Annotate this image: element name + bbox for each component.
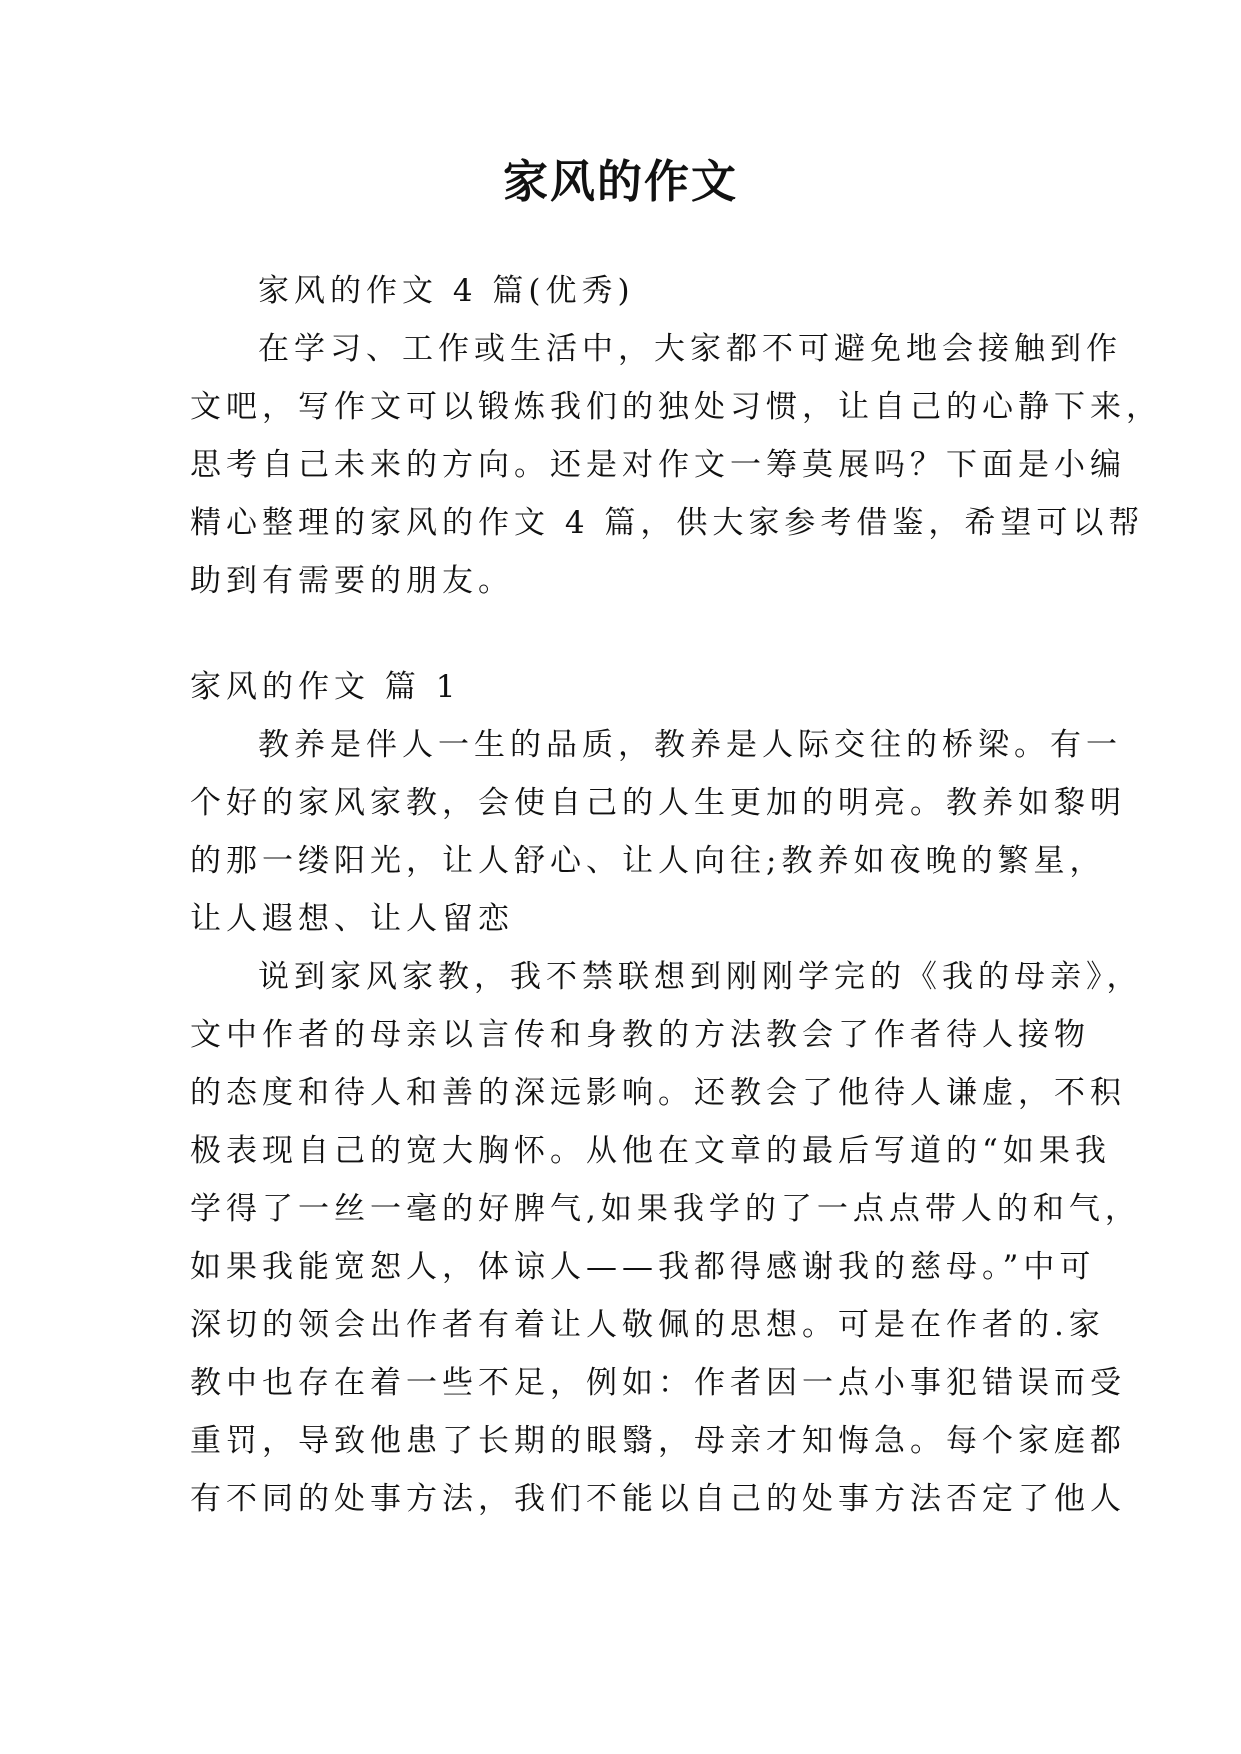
- intro-subtitle: 家风的作文 4 篇(优秀): [258, 273, 635, 309]
- paragraph-line: 重罚，导致他患了长期的眼翳，母亲才知悔急。每个家庭都: [190, 1423, 1126, 1459]
- paragraph-line: 思考自己未来的方向。还是对作文一筹莫展吗？下面是小编: [190, 447, 1126, 483]
- intro-paragraph: [190, 320, 1162, 610]
- paragraph-line: 让人遐想、让人留恋: [190, 901, 514, 937]
- paragraph-line: 深切的领会出作者有着让人敬佩的思想。可是在作者的.家: [190, 1307, 1105, 1343]
- paragraph-line: 教养是伴人一生的品质，教养是人际交往的桥梁。有一: [258, 727, 1122, 763]
- paragraph-line: 说到家风家教，我不禁联想到刚刚学完的《我的母亲》，: [258, 959, 1143, 995]
- paragraph-line: 精心整理的家风的作文 4 篇，供大家参考借鉴，希望可以帮: [190, 505, 1145, 541]
- paragraph-line: 助到有需要的朋友。: [190, 563, 514, 599]
- paragraph-line: 教中也存在着一些不足，例如：作者因一点小事犯错误而受: [190, 1365, 1126, 1401]
- paragraph-line: 文中作者的母亲以言传和身教的方法教会了作者待人接物: [190, 1017, 1090, 1053]
- paragraph-line: 的态度和待人和善的深远影响。还教会了他待人谦虚，不积: [190, 1075, 1126, 1111]
- paragraph-line: 学得了一丝一毫的好脾气,如果我学的了一点点带人的和气，: [190, 1191, 1141, 1227]
- paragraph-line: 文吧，写作文可以锻炼我们的独处习惯，让自己的心静下来，: [190, 389, 1162, 425]
- section-heading: 家风的作文 篇 1: [190, 669, 461, 705]
- document-title: 家风的作文: [502, 155, 738, 208]
- section-paragraph: [190, 716, 1126, 948]
- paragraph-line: 在学习、工作或生活中，大家都不可避免地会接触到作: [258, 331, 1122, 367]
- paragraph-line: 极表现自己的宽大胸怀。从他在文章的最后写道的“如果我: [190, 1133, 1111, 1169]
- section-spacer: [190, 610, 1052, 658]
- paragraph-line: 有不同的处事方法，我们不能以自己的处事方法否定了他人: [190, 1481, 1126, 1517]
- paragraph-line: 个好的家风家教，会使自己的人生更加的明亮。教养如黎明: [190, 785, 1126, 821]
- paragraph-line: 的那一缕阳光，让人舒心、让人向往;教养如夜晚的繁星，: [190, 843, 1106, 879]
- paragraph-line: 如果我能宽恕人，体谅人——我都得感谢我的慈母。”中可: [190, 1249, 1096, 1285]
- document-body: [190, 262, 1162, 1528]
- section-paragraph: [190, 948, 1143, 1528]
